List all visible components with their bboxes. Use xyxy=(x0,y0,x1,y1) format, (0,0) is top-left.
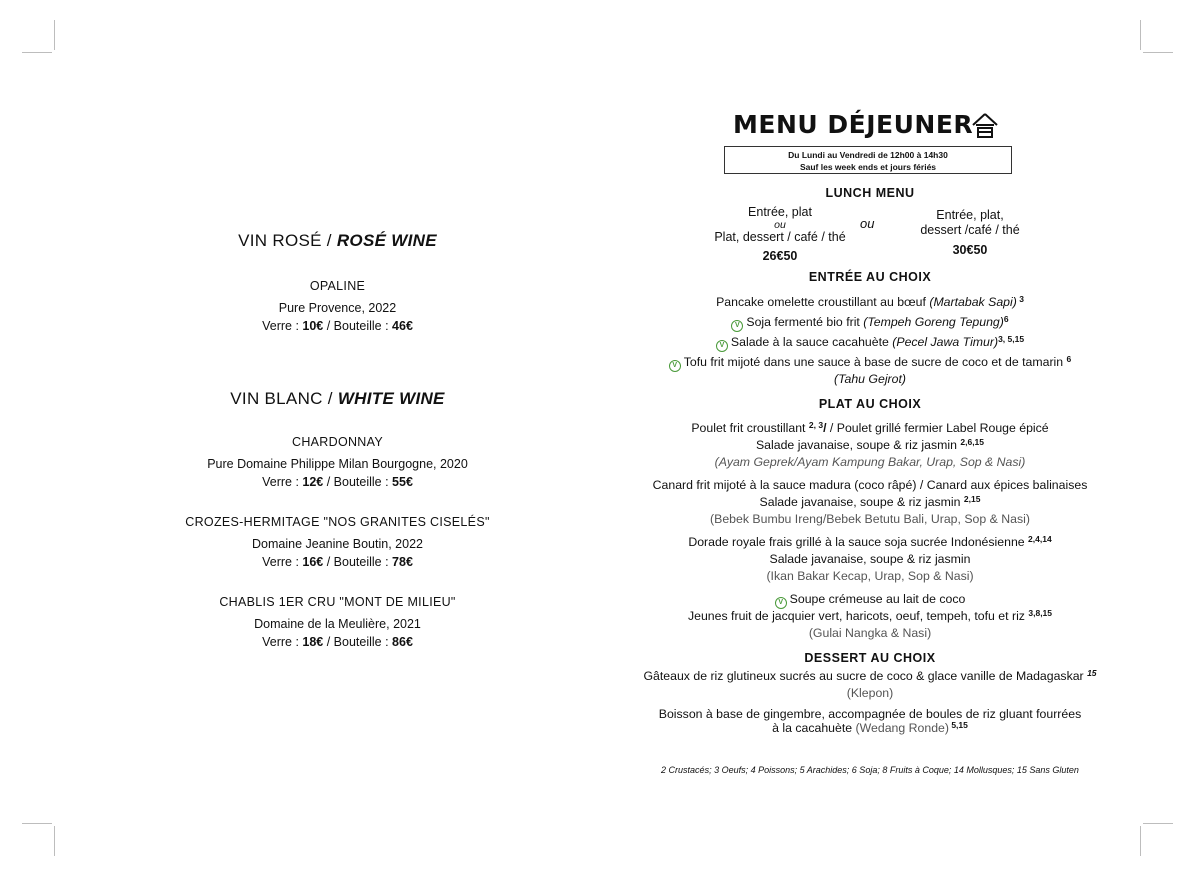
wine-origin: Domaine de la Meulière, 2021 xyxy=(254,617,421,631)
dessert-translation: (Klepon) xyxy=(846,686,894,700)
plat-line: Poulet frit croustillant $^{2, 3}$/ / Poulet grillé fermier Label Rouge épicé xyxy=(691,420,1049,435)
formula-option-1 xyxy=(705,205,855,264)
formula-line: Entrée, plat xyxy=(748,205,812,219)
entree-item-sub: (Tahu Gejrot) xyxy=(834,372,906,386)
dessert-line: à la cacahuète (Wedang Ronde) $^{5,15}$ xyxy=(772,720,968,735)
wine-name: CROZES-HERMITAGE "NOS GRANITES CISELÉS" xyxy=(185,515,490,529)
wine-origin: Domaine Jeanine Boutin, 2022 xyxy=(252,537,423,551)
rose-heading xyxy=(150,231,525,251)
entree-item: V Tofu frit mijoté dans une sauce à base de sucre de coco et de tamarin $^6$ xyxy=(620,354,1120,372)
dessert-line: Gâteaux de riz glutineux sucrés au sucre de coco & glace vanille de Madagaskar $^{15}$ xyxy=(643,668,1097,683)
wine-item xyxy=(150,513,525,571)
rose-heading-em: ROSÉ WINE xyxy=(336,231,437,250)
crop-mark xyxy=(1140,826,1141,856)
entree-title: ENTRÉE AU CHOIX xyxy=(808,270,932,284)
plat-line: Dorade royale frais grillé à la sauce soja sucrée Indonésienne $^{2,4,14}$ xyxy=(688,534,1052,549)
crop-mark xyxy=(54,20,55,50)
formula-price: 30€50 xyxy=(952,243,988,257)
house-glyph-icon xyxy=(970,112,1000,140)
blanc-heading-plain: VIN BLANC / xyxy=(230,389,338,408)
hours-exception: Sauf les week ends et jours fériés xyxy=(799,162,937,172)
plat-line: Canard frit mijoté à la sauce madura (coco râpé) / Canard aux épices balinaises xyxy=(652,478,1088,492)
crop-mark xyxy=(1140,20,1141,50)
plat-line: Salade javanaise, soupe & riz jasmin $^{2,6,15}$ xyxy=(755,437,985,452)
formula-line: dessert /café / thé xyxy=(920,223,1020,237)
wine-price: Verre : 18€ / Bouteille : 86€ xyxy=(262,635,413,649)
wine-price: Verre : 10€ / Bouteille : 46€ xyxy=(262,319,413,333)
crop-mark xyxy=(22,52,52,53)
rose-heading-plain: VIN ROSÉ / xyxy=(238,231,337,250)
page-title: MENU DÉJEUNER xyxy=(733,110,974,139)
wine-name: CHABLIS 1ER CRU "MONT DE MILIEU" xyxy=(219,595,456,609)
wine-price: Verre : 12€ / Bouteille : 55€ xyxy=(262,475,413,489)
wine-price: Verre : 16€ / Bouteille : 78€ xyxy=(262,555,413,569)
vegan-icon: V xyxy=(716,340,728,352)
plat-translation: (Bebek Bumbu Ireng/Bebek Betutu Bali, Urap, Sop & Nasi) xyxy=(710,512,1030,526)
hours-line: Du Lundi au Vendredi de 12h00 à 14h30 xyxy=(788,150,948,160)
formula-or: ou xyxy=(774,219,786,231)
wine-item xyxy=(150,433,525,491)
blanc-heading xyxy=(150,389,525,409)
entree-item: Pancake omelette croustillant au bœuf (Martabak Sapi) $^3$ xyxy=(716,294,1024,309)
hours-box xyxy=(724,146,1012,174)
formula-line: Plat, dessert / café / thé xyxy=(714,230,846,244)
formula-line: Entrée, plat, xyxy=(936,208,1004,222)
plat-line: V Soupe crémeuse au lait de coco xyxy=(620,591,1120,609)
vegan-icon: V xyxy=(775,597,787,609)
formula-price: 26€50 xyxy=(762,249,798,263)
entree-item: V Salade à la sauce cacahuète (Pecel Jawa Timur)$^{3, 5,15}$ xyxy=(620,334,1120,352)
plat-line: Salade javanaise, soupe & riz jasmin xyxy=(769,552,971,566)
vegan-icon: V xyxy=(731,320,743,332)
wine-name: CHARDONNAY xyxy=(292,435,383,449)
plat-translation: (Ayam Geprek/Ayam Kampung Bakar, Urap, Sop & Nasi) xyxy=(714,455,1026,469)
allergen-legend: 2 Crustacés; 3 Oeufs; 4 Poissons; 5 Arachides; 6 Soja; 8 Fruits à Coque; 14 Mollusques; 15 Sans Gluten xyxy=(661,765,1079,775)
crop-mark xyxy=(54,826,55,856)
blanc-heading-em: WHITE WINE xyxy=(337,389,445,408)
dessert-line: Boisson à base de gingembre, accompagnée de boules de riz gluant fourrées xyxy=(658,707,1082,721)
plat-translation: (Ikan Bakar Kecap, Urap, Sop & Nasi) xyxy=(766,569,974,583)
wine-item xyxy=(150,593,525,651)
entree-item: V Soja fermenté bio frit (Tempeh Goreng Tepung)$^6$ xyxy=(620,314,1120,332)
formula-option-2 xyxy=(905,208,1035,258)
wine-name: OPALINE xyxy=(309,279,366,293)
plat-line: Jeunes fruit de jacquier vert, haricots, oeuf, tempeh, tofu et riz $^{3,8,15}$ xyxy=(687,608,1053,623)
plat-line: Salade javanaise, soupe & riz jasmin $^{2,15}$ xyxy=(759,494,981,509)
plat-translation: (Gulai Nangka & Nasi) xyxy=(808,626,932,640)
crop-mark xyxy=(1143,52,1173,53)
or-separator: ou xyxy=(860,216,875,231)
vegan-icon: V xyxy=(669,360,681,372)
wine-item xyxy=(150,277,525,335)
lunch-menu-title: LUNCH MENU xyxy=(825,186,915,200)
wine-origin: Pure Provence, 2022 xyxy=(278,301,397,315)
plat-title: PLAT AU CHOIX xyxy=(818,397,922,411)
crop-mark xyxy=(22,823,52,824)
crop-mark xyxy=(1143,823,1173,824)
dessert-title: DESSERT AU CHOIX xyxy=(804,651,936,665)
wine-origin: Pure Domaine Philippe Milan Bourgogne, 2020 xyxy=(207,457,468,471)
